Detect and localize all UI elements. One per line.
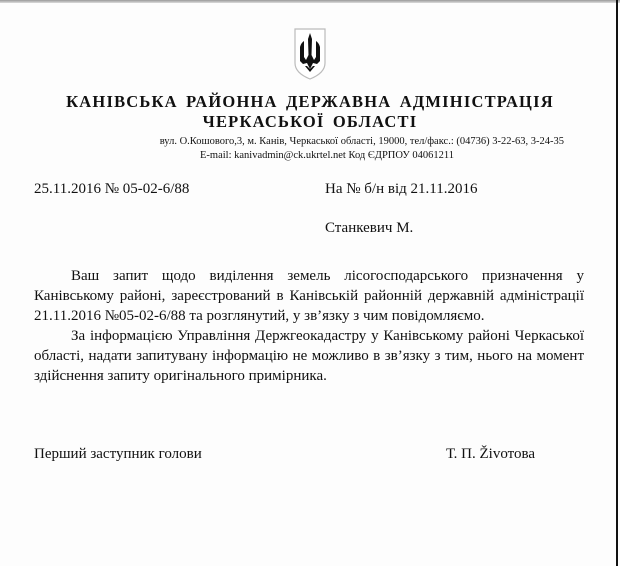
signatory-name: Т. П. Živотова (446, 446, 536, 462)
recipient-name: Станкевич М. (325, 220, 414, 236)
organization-title (0, 92, 620, 132)
email-and-code: E-mail: kanivadmin@ck.ukrtel.net Код ЄДРПОУ 04061211 (200, 150, 455, 161)
body-paragraph: За інформацією Управління Держгеокадастру у Канівському районі Черкаської області, надати запитувану інформацію не можливо в зв’язку з тим, нього на момент здійснення запиту оригінального примірника. (34, 328, 584, 384)
signatory-title: Перший заступник голови (34, 446, 202, 462)
org-title-line2: ЧЕРКАСЬКОЇ ОБЛАСТІ (202, 112, 418, 131)
trident-coat-of-arms-icon (293, 27, 327, 81)
letter-body (34, 266, 584, 386)
org-title-line1: КАНІВСЬКА РАЙОННА ДЕРЖАВНА АДМІНІСТРАЦІЯ (66, 92, 554, 111)
outgoing-reference: 25.11.2016 № 05-02-6/88 (34, 181, 190, 197)
incoming-reference: На № б/н від 21.11.2016 (325, 181, 478, 197)
body-paragraph: Ваш запит щодо виділення земель лісогосподарського призначення у Канівському районі, зареєстрований в Канівській районній державній адміністрації 21.11.2016 №05-02-6/88 та розглянутий, у зв’язку з чим повідомляємо. (34, 268, 584, 324)
postal-address: вул. О.Кошового,3, м. Канів, Черкаської області, 19000, тел/факс.: (04736) 3-22-63, 3-24-35 (159, 136, 564, 147)
right-border (616, 0, 618, 566)
